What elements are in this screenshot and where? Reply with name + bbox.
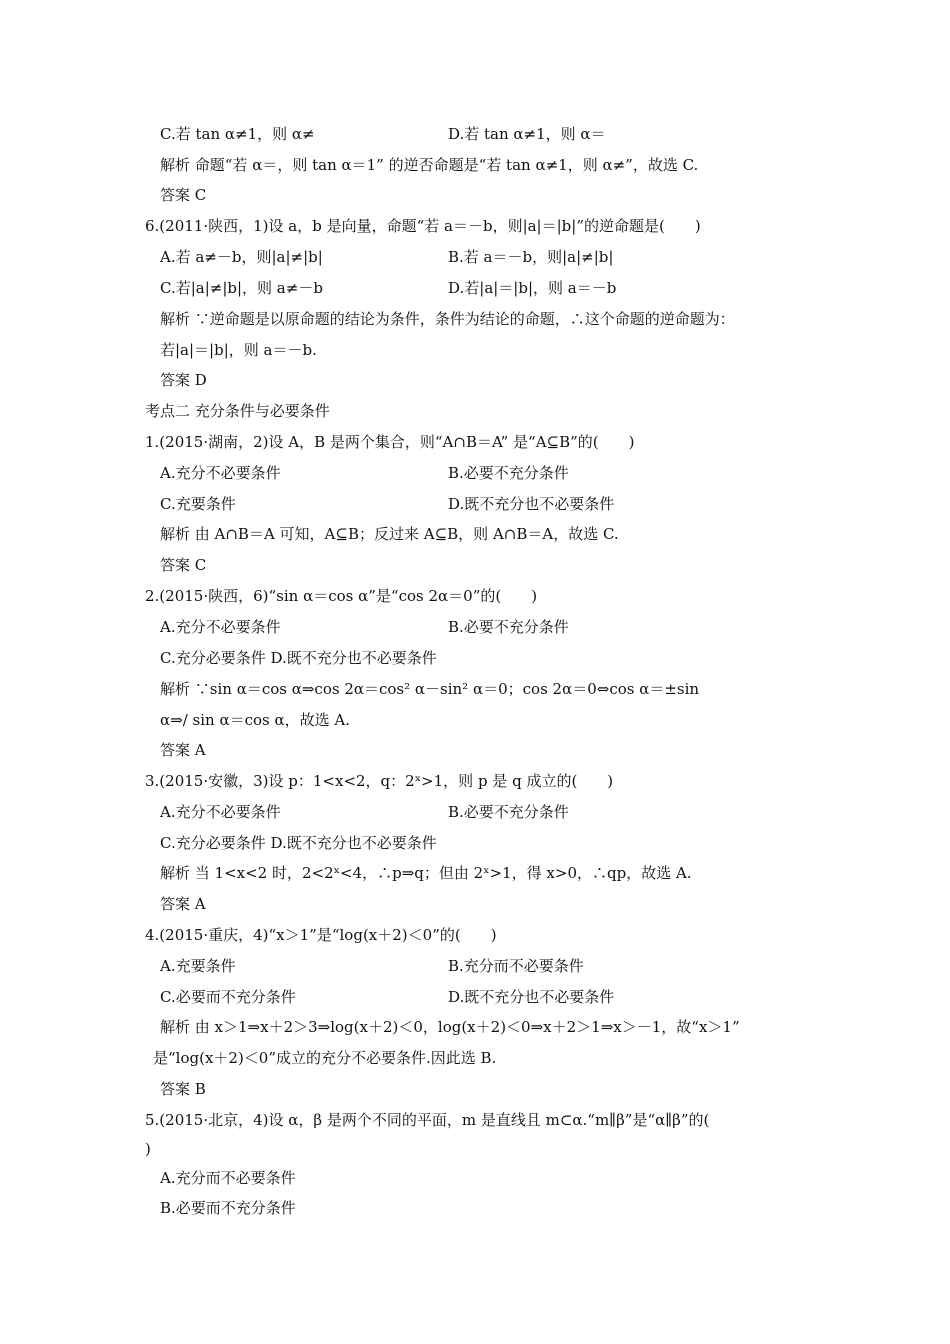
text-line: C.若|a|≠|b|，则 a≠－b (160, 279, 323, 297)
text-line: A.充分而不必要条件 (160, 1169, 296, 1187)
text-line: ) (145, 1140, 151, 1158)
text-line: B.必要不充分条件 (448, 464, 569, 482)
text-line: C.充分必要条件 D.既不充分也不必要条件 (160, 834, 437, 852)
text-line: α⇒/ sin α＝cos α，故选 A. (160, 711, 350, 729)
text-line: C.若 tan α≠1，则 α≠ (160, 125, 315, 143)
text-line: 3.(2015·安徽，3)设 p：1<x<2，q：2ˣ>1，则 p 是 q 成立的( ) (145, 772, 614, 790)
text-line: 2.(2015·陕西，6)“sin α＝cos α”是“cos 2α＝0”的( ) (145, 587, 538, 605)
text-line: 考点二 充分条件与必要条件 (145, 402, 330, 420)
text-line: A.充分不必要条件 (160, 464, 281, 482)
text-line: 解析 由 x＞1⇒x＋2＞3⇒log(x＋2)＜0，log(x＋2)＜0⇒x＋2＞1⇒x＞－1，故“x＞1” (160, 1018, 740, 1036)
text-line: 1.(2015·湖南，2)设 A，B 是两个集合，则“A∩B＝A” 是“A⊆B”的( ) (145, 433, 635, 451)
text-line: A.充分不必要条件 (160, 618, 281, 636)
text-line: 解析 ∵逆命题是以原命题的结论为条件，条件为结论的命题，∴这个命题的逆命题为： (160, 310, 735, 328)
text-line: 答案 B (160, 1080, 206, 1098)
text-line: A.充要条件 (160, 957, 236, 975)
text-line: 答案 A (160, 741, 206, 759)
text-line: D.既不充分也不必要条件 (448, 988, 615, 1006)
text-line: A.若 a≠－b，则|a|≠|b| (160, 248, 323, 266)
text-line: 答案 A (160, 895, 206, 913)
text-line: 答案 D (160, 371, 207, 389)
text-line: 答案 C (160, 186, 207, 204)
text-line: 解析 ∵sin α＝cos α⇒cos 2α＝cos² α－sin² α＝0；cos 2α＝0⇔cos α＝±sin (160, 680, 700, 698)
text-line: 是“log(x＋2)＜0”成立的充分不必要条件.因此选 B. (153, 1049, 497, 1067)
text-line: 若|a|＝|b|，则 a＝－b. (160, 341, 317, 359)
text-line: B.必要不充分条件 (448, 618, 569, 636)
text-line: A.充分不必要条件 (160, 803, 281, 821)
text-line: C.充要条件 (160, 495, 236, 513)
text-line: B.必要不充分条件 (448, 803, 569, 821)
text-line: B.必要而不充分条件 (160, 1199, 296, 1217)
text-line: 解析 命题“若 α＝，则 tan α＝1” 的逆否命题是“若 tan α≠1，则 α≠”，故选 C. (160, 156, 699, 174)
text-line: C.必要而不充分条件 (160, 988, 296, 1006)
text-line: B.充分而不必要条件 (448, 957, 584, 975)
text-line: 解析 由 A∩B＝A 可知，A⊆B；反过来 A⊆B，则 A∩B＝A，故选 C. (160, 525, 619, 543)
text-line: 解析 当 1<x<2 时，2<2ˣ<4，∴p⇒q；但由 2ˣ>1，得 x>0，∴qp，故选 A. (160, 864, 692, 882)
text-line: 5.(2015·北京，4)设 α，β 是两个不同的平面，m 是直线且 m⊂α.“m∥β”是“α∥β”的( (145, 1111, 710, 1129)
text-line: 6.(2011·陕西，1)设 a，b 是向量，命题“若 a＝－b，则|a|＝|b|”的逆命题是( ) (145, 217, 701, 235)
text-line: D.若 tan α≠1，则 α＝ (448, 125, 606, 143)
text-line: 答案 C (160, 556, 207, 574)
text-line: 4.(2015·重庆，4)“x＞1”是“log(x＋2)＜0”的( ) (145, 926, 497, 944)
text-line: D.既不充分也不必要条件 (448, 495, 615, 513)
text-line: B.若 a＝－b，则|a|≠|b| (448, 248, 614, 266)
text-line: C.充分必要条件 D.既不充分也不必要条件 (160, 649, 437, 667)
text-line: D.若|a|＝|b|，则 a＝－b (448, 279, 617, 297)
